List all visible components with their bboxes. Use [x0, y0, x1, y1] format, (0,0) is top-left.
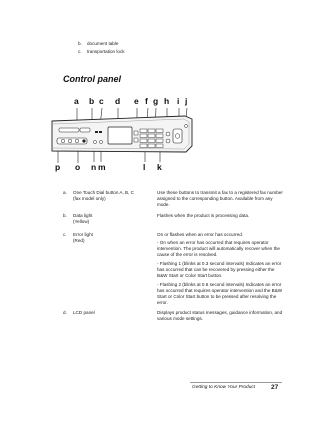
callout-k: k: [157, 162, 162, 172]
item-b-desc: Flashes when the product is processing data.: [157, 213, 250, 218]
callout-j: j: [185, 96, 188, 106]
list-item-b-letter: b.: [78, 41, 82, 46]
item-b-letter: b.: [63, 213, 67, 218]
callout-m: m: [98, 162, 106, 172]
list-item-b-text: document table: [87, 41, 119, 46]
item-d-letter: d.: [63, 310, 67, 315]
callout-b: b: [89, 96, 95, 106]
item-a-desc: Use these buttons to transmit a fax to a registered fax number assigned to the corresponding button. Available from any mode.: [157, 190, 283, 207]
section-heading: Control panel: [63, 74, 121, 84]
callout-i: i: [177, 96, 180, 106]
footer-title: Getting to Know Your Product: [192, 385, 256, 390]
callout-l: l: [143, 162, 146, 172]
item-c-letter: c.: [63, 232, 67, 237]
item-c-desc-3: - Flashing 1 (blinks at 0.3 second intervals) Indicates an error has occurred that can be recovered by pressing either the B&W Start or Color Start button.: [157, 261, 282, 278]
item-a-letter: a.: [63, 190, 67, 195]
callout-c: c: [99, 96, 104, 106]
item-b-name-2: (Yellow): [73, 219, 90, 224]
page-number: 27: [271, 384, 279, 391]
list-item-c-letter: c.: [78, 49, 82, 54]
item-c-desc-2: - On when an error has occurred that requires operator intervention. The product will automatically recover when the cause of the error is resolved.: [157, 240, 280, 257]
callout-d: d: [115, 96, 121, 106]
item-a-name-2: (fax model only): [73, 196, 106, 201]
callout-o: o: [75, 162, 81, 172]
list-item-c-text: transportation lock: [87, 49, 125, 54]
item-c-name-2: (Red): [73, 238, 85, 243]
callout-e: e: [134, 96, 139, 106]
item-c-desc-1: On or flashes when an error has occurred.: [157, 232, 244, 237]
footer-rule: [190, 382, 282, 383]
callout-h: h: [164, 96, 170, 106]
callout-f: f: [145, 96, 148, 106]
callout-a: a: [74, 96, 79, 106]
item-c-desc-4: - Flashing 2 (blinks at 0.6 second intervals) Indicates an error has occurred that requires operator intervention and the B&W Start or Color Start button to be pressed after resolving the error.: [157, 282, 283, 305]
item-a-name-1: One Touch Dial button A, B, C: [73, 190, 134, 195]
item-d-desc: Displays product status messages, guidance information, and various mode settings.: [157, 310, 283, 321]
callout-n: n: [91, 162, 97, 172]
callout-g: g: [153, 96, 159, 106]
item-c-name-1: Error light: [73, 232, 93, 237]
item-d-name-1: LCD panel: [73, 310, 95, 315]
item-b-name-1: Data light: [73, 213, 93, 218]
callout-p: p: [55, 162, 61, 172]
